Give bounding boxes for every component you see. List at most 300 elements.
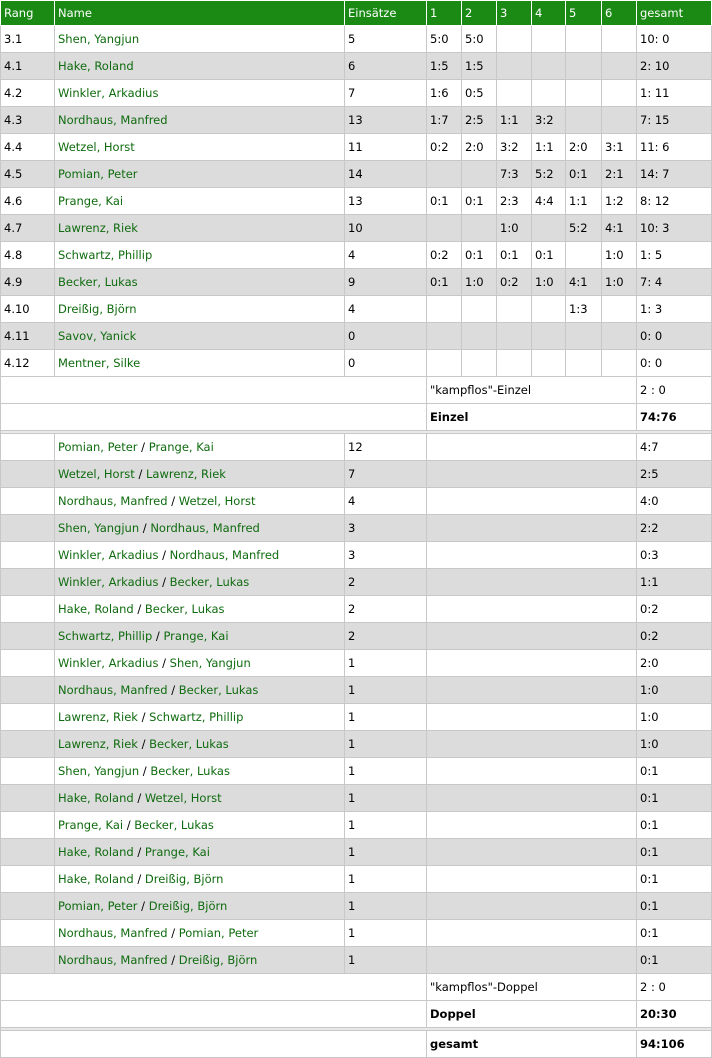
games-empty-cell [427, 434, 637, 461]
gesamt-cell: 0:1 [637, 947, 712, 974]
game-5-cell: 2:0 [566, 134, 602, 161]
rang-cell [1, 623, 55, 650]
game-4-cell: 5:2 [532, 161, 566, 188]
table-row [1, 242, 712, 269]
einsaetze-cell: 1 [345, 866, 427, 893]
pair-separator: / [137, 710, 150, 724]
doubles-pair-cell [55, 542, 345, 569]
gesamt-cell: 0:1 [637, 785, 712, 812]
game-4-cell: 1:0 [532, 269, 566, 296]
einsaetze-cell: 1 [345, 677, 427, 704]
player-link[interactable]: Hake, Roland [58, 791, 134, 805]
player-link[interactable]: Wetzel, Horst [178, 494, 256, 508]
gesamt-cell: 0:2 [637, 596, 712, 623]
rang-cell [1, 650, 55, 677]
table-row [1, 785, 712, 812]
rang-cell [1, 704, 55, 731]
header-name: Name [55, 1, 345, 26]
player-link[interactable]: Shen, Yangjun [55, 26, 345, 53]
player-link[interactable]: Hake, Roland [58, 845, 134, 859]
einsaetze-cell: 1 [345, 893, 427, 920]
doppel-total-row [1, 1001, 712, 1028]
rang-cell [1, 893, 55, 920]
gesamt-cell: 14: 7 [637, 161, 712, 188]
gesamt-cell: 1:0 [637, 704, 712, 731]
grand-total-row [1, 1031, 712, 1058]
rang-cell: 4.3 [1, 107, 55, 134]
game-2-cell: 2:0 [462, 134, 497, 161]
doubles-pair-cell [55, 488, 345, 515]
game-5-cell: 1:1 [566, 188, 602, 215]
kampflos-einzel-label: "kampflos"-Einzel [427, 377, 637, 404]
gesamt-cell: 10: 3 [637, 215, 712, 242]
rang-cell [1, 677, 55, 704]
rang-cell [1, 542, 55, 569]
player-link[interactable]: Prange, Kai [163, 629, 229, 643]
kampflos-einzel-row [1, 377, 712, 404]
einsaetze-cell: 6 [345, 53, 427, 80]
table-row [1, 515, 712, 542]
player-link[interactable]: Schwartz, Phillip [55, 242, 345, 269]
game-4-cell [532, 350, 566, 377]
rang-cell: 4.4 [1, 134, 55, 161]
header-game-1: 1 [427, 1, 462, 26]
game-6-cell [602, 26, 637, 53]
pair-separator: / [137, 440, 149, 454]
singles-summary [1, 377, 712, 434]
table-row [1, 323, 712, 350]
doubles-pair-cell [55, 677, 345, 704]
einsaetze-cell: 1 [345, 947, 427, 974]
einsaetze-cell: 1 [345, 785, 427, 812]
game-3-cell: 0:2 [497, 269, 532, 296]
games-empty-cell [427, 785, 637, 812]
player-link[interactable]: Prange, Kai [58, 818, 124, 832]
kampflos-doppel-value: 2 : 0 [637, 974, 712, 1001]
doubles-pair-cell [55, 920, 345, 947]
table-row [1, 26, 712, 53]
game-2-cell [462, 323, 497, 350]
game-2-cell: 0:1 [462, 188, 497, 215]
game-1-cell: 1:7 [427, 107, 462, 134]
doppel-total-value: 20:30 [637, 1001, 712, 1028]
game-6-cell: 2:1 [602, 161, 637, 188]
player-link[interactable]: Winkler, Arkadius [55, 80, 345, 107]
header-einsaetze: Einsätze [345, 1, 427, 26]
game-2-cell: 1:5 [462, 53, 497, 80]
doubles-pair-cell [55, 758, 345, 785]
rang-cell [1, 758, 55, 785]
gesamt-cell: 0: 0 [637, 350, 712, 377]
table-row [1, 758, 712, 785]
table-row [1, 920, 712, 947]
table-row [1, 488, 712, 515]
einsaetze-cell: 1 [345, 920, 427, 947]
table-row [1, 188, 712, 215]
games-empty-cell [427, 623, 637, 650]
gesamt-cell: 2:2 [637, 515, 712, 542]
header-game-3: 3 [497, 1, 532, 26]
header-game-6: 6 [602, 1, 637, 26]
header-rang: Rang [1, 1, 55, 26]
gesamt-cell: 7: 15 [637, 107, 712, 134]
table-row [1, 704, 712, 731]
rang-cell: 3.1 [1, 26, 55, 53]
table-row [1, 866, 712, 893]
game-3-cell: 1:0 [497, 215, 532, 242]
rang-cell [1, 812, 55, 839]
doubles-pair-cell [55, 866, 345, 893]
doubles-summary [1, 974, 712, 1058]
game-6-cell: 4:1 [602, 215, 637, 242]
singles-body [1, 26, 712, 377]
game-4-cell: 3:2 [532, 107, 566, 134]
pair-separator: / [167, 953, 179, 967]
game-5-cell: 0:1 [566, 161, 602, 188]
game-3-cell [497, 350, 532, 377]
game-6-cell: 1:2 [602, 188, 637, 215]
player-link[interactable]: Lawrenz, Riek [146, 467, 226, 481]
player-link[interactable]: Nordhaus, Manfred [150, 521, 260, 535]
table-row [1, 812, 712, 839]
game-2-cell: 0:1 [462, 242, 497, 269]
games-empty-cell [427, 542, 637, 569]
player-link[interactable]: Winkler, Arkadius [58, 575, 159, 589]
game-6-cell [602, 80, 637, 107]
game-1-cell [427, 161, 462, 188]
doubles-pair-cell [55, 650, 345, 677]
game-2-cell [462, 296, 497, 323]
einsaetze-cell: 2 [345, 596, 427, 623]
table-row [1, 569, 712, 596]
einsaetze-cell: 1 [345, 650, 427, 677]
game-5-cell [566, 242, 602, 269]
einsaetze-cell: 1 [345, 731, 427, 758]
game-3-cell [497, 296, 532, 323]
header-game-4: 4 [532, 1, 566, 26]
einsaetze-cell: 7 [345, 461, 427, 488]
player-link[interactable]: Dreißig, Björn [144, 872, 224, 886]
gesamt-cell: 10: 0 [637, 26, 712, 53]
player-link[interactable]: Pomian, Peter [178, 926, 259, 940]
games-empty-cell [427, 758, 637, 785]
pair-separator: / [158, 656, 170, 670]
player-link[interactable]: Shen, Yangjun [169, 656, 251, 670]
player-link[interactable]: Becker, Lukas [169, 575, 250, 589]
doubles-pair-cell [55, 704, 345, 731]
einsaetze-cell: 1 [345, 704, 427, 731]
table-row [1, 350, 712, 377]
player-link[interactable]: Winkler, Arkadius [58, 548, 159, 562]
game-5-cell: 1:3 [566, 296, 602, 323]
header-game-2: 2 [462, 1, 497, 26]
game-2-cell: 1:0 [462, 269, 497, 296]
game-5-cell: 4:1 [566, 269, 602, 296]
player-link[interactable]: Lawrenz, Riek [55, 215, 345, 242]
rang-cell [1, 461, 55, 488]
game-3-cell: 2:3 [497, 188, 532, 215]
player-link[interactable]: Hake, Roland [55, 53, 345, 80]
player-link[interactable]: Wetzel, Horst [58, 467, 135, 481]
game-2-cell: 0:5 [462, 80, 497, 107]
einsaetze-cell: 10 [345, 215, 427, 242]
table-row [1, 53, 712, 80]
gesamt-cell: 1:1 [637, 569, 712, 596]
game-3-cell [497, 26, 532, 53]
player-link[interactable]: Becker, Lukas [55, 269, 345, 296]
player-link[interactable]: Pomian, Peter [58, 440, 138, 454]
doubles-pair-cell [55, 785, 345, 812]
kampflos-doppel-label: "kampflos"-Doppel [427, 974, 637, 1001]
games-empty-cell [427, 947, 637, 974]
rang-cell [1, 434, 55, 461]
player-link[interactable]: Dreißig, Björn [55, 296, 345, 323]
einsaetze-cell: 14 [345, 161, 427, 188]
player-link[interactable]: Pomian, Peter [58, 899, 138, 913]
einsaetze-cell: 2 [345, 623, 427, 650]
gesamt-cell: 0:1 [637, 839, 712, 866]
einsaetze-cell: 2 [345, 569, 427, 596]
game-4-cell [532, 53, 566, 80]
pair-separator: / [133, 845, 145, 859]
game-4-cell [532, 215, 566, 242]
rang-cell: 4.1 [1, 53, 55, 80]
pair-separator: / [133, 791, 145, 805]
player-link[interactable]: Becker, Lukas [150, 764, 230, 778]
games-empty-cell [427, 461, 637, 488]
player-link[interactable]: Shen, Yangjun [58, 521, 140, 535]
table-row [1, 542, 712, 569]
game-1-cell [427, 296, 462, 323]
game-6-cell: 3:1 [602, 134, 637, 161]
doubles-pair-cell [55, 596, 345, 623]
gesamt-cell: 1: 3 [637, 296, 712, 323]
games-empty-cell [427, 569, 637, 596]
player-link[interactable]: Lawrenz, Riek [58, 737, 138, 751]
player-link[interactable]: Dreißig, Björn [178, 953, 258, 967]
games-empty-cell [427, 515, 637, 542]
table-row [1, 839, 712, 866]
doubles-pair-cell [55, 731, 345, 758]
doubles-pair-cell [55, 434, 345, 461]
game-6-cell [602, 53, 637, 80]
pair-separator: / [158, 575, 170, 589]
gesamt-cell: 1:0 [637, 731, 712, 758]
games-empty-cell [427, 650, 637, 677]
kampflos-doppel-row [1, 974, 712, 1001]
doubles-pair-cell [55, 839, 345, 866]
rang-cell: 4.11 [1, 323, 55, 350]
table-header [1, 1, 712, 26]
gesamt-cell: 0:1 [637, 893, 712, 920]
game-1-cell: 1:5 [427, 53, 462, 80]
player-link[interactable]: Becker, Lukas [178, 683, 259, 697]
rang-cell: 4.12 [1, 350, 55, 377]
player-link[interactable]: Schwartz, Phillip [58, 629, 153, 643]
pair-separator: / [152, 629, 164, 643]
player-link[interactable]: Schwartz, Phillip [149, 710, 244, 724]
rang-cell: 4.2 [1, 80, 55, 107]
einsaetze-cell: 1 [345, 758, 427, 785]
games-empty-cell [427, 812, 637, 839]
gesamt-cell: 2: 10 [637, 53, 712, 80]
pair-separator: / [167, 494, 179, 508]
player-link[interactable]: Nordhaus, Manfred [58, 494, 168, 508]
player-link[interactable]: Becker, Lukas [149, 737, 229, 751]
kampflos-einzel-value: 2 : 0 [637, 377, 712, 404]
einsaetze-cell: 1 [345, 839, 427, 866]
game-6-cell [602, 323, 637, 350]
gesamt-cell: 0:1 [637, 812, 712, 839]
einsaetze-cell: 7 [345, 80, 427, 107]
game-2-cell [462, 350, 497, 377]
player-link[interactable]: Nordhaus, Manfred [169, 548, 280, 562]
doubles-pair-cell [55, 461, 345, 488]
player-link[interactable]: Winkler, Arkadius [58, 656, 159, 670]
player-link[interactable]: Lawrenz, Riek [58, 710, 138, 724]
einsaetze-cell: 1 [345, 812, 427, 839]
game-3-cell: 3:2 [497, 134, 532, 161]
player-link[interactable]: Becker, Lukas [134, 818, 214, 832]
einzel-total-label: Einzel [427, 404, 637, 431]
player-link[interactable]: Savov, Yanick [55, 323, 345, 350]
table-row [1, 80, 712, 107]
games-empty-cell [427, 839, 637, 866]
doppel-total-label: Doppel [427, 1001, 637, 1028]
einsaetze-cell: 4 [345, 296, 427, 323]
game-6-cell [602, 107, 637, 134]
rang-cell: 4.10 [1, 296, 55, 323]
games-empty-cell [427, 596, 637, 623]
rang-cell [1, 947, 55, 974]
player-link[interactable]: Shen, Yangjun [58, 764, 140, 778]
games-empty-cell [427, 920, 637, 947]
rang-cell [1, 839, 55, 866]
player-link[interactable]: Wetzel, Horst [144, 791, 222, 805]
table-row [1, 269, 712, 296]
player-link[interactable]: Nordhaus, Manfred [55, 107, 345, 134]
game-1-cell [427, 350, 462, 377]
games-empty-cell [427, 704, 637, 731]
table-row [1, 731, 712, 758]
einsaetze-cell: 3 [345, 515, 427, 542]
table-row [1, 461, 712, 488]
rang-cell [1, 515, 55, 542]
player-link[interactable]: Hake, Roland [58, 872, 134, 886]
games-empty-cell [427, 731, 637, 758]
game-5-cell [566, 53, 602, 80]
game-5-cell [566, 26, 602, 53]
doubles-pair-cell [55, 893, 345, 920]
gesamt-cell: 4:0 [637, 488, 712, 515]
game-1-cell [427, 323, 462, 350]
game-6-cell: 1:0 [602, 269, 637, 296]
doubles-pair-cell [55, 569, 345, 596]
pair-separator: / [167, 683, 179, 697]
game-4-cell [532, 323, 566, 350]
einsaetze-cell: 4 [345, 488, 427, 515]
table-row [1, 215, 712, 242]
doubles-pair-cell [55, 947, 345, 974]
gesamt-cell: 4:7 [637, 434, 712, 461]
games-empty-cell [427, 866, 637, 893]
game-2-cell: 2:5 [462, 107, 497, 134]
player-link[interactable]: Becker, Lukas [144, 602, 225, 616]
pair-separator: / [158, 548, 170, 562]
rang-cell [1, 785, 55, 812]
einsaetze-cell: 0 [345, 350, 427, 377]
game-1-cell: 0:1 [427, 269, 462, 296]
player-link[interactable]: Prange, Kai [55, 188, 345, 215]
player-link[interactable]: Prange, Kai [144, 845, 210, 859]
gesamt-cell: 2:0 [637, 650, 712, 677]
game-6-cell [602, 350, 637, 377]
player-link[interactable]: Hake, Roland [58, 602, 134, 616]
game-1-cell: 0:2 [427, 242, 462, 269]
rang-cell: 4.7 [1, 215, 55, 242]
rang-cell [1, 488, 55, 515]
player-link[interactable]: Dreißig, Björn [148, 899, 228, 913]
game-6-cell: 1:0 [602, 242, 637, 269]
table-row [1, 893, 712, 920]
gesamt-cell: 1: 5 [637, 242, 712, 269]
doubles-pair-cell [55, 515, 345, 542]
player-link[interactable]: Pomian, Peter [55, 161, 345, 188]
einzel-total-row [1, 404, 712, 431]
pair-separator: / [123, 818, 135, 832]
einsaetze-cell: 0 [345, 323, 427, 350]
header-gesamt: gesamt [637, 1, 712, 26]
gesamt-cell: 0:3 [637, 542, 712, 569]
game-1-cell: 0:2 [427, 134, 462, 161]
grand-total-value: 94:106 [637, 1031, 712, 1058]
game-4-cell: 0:1 [532, 242, 566, 269]
game-5-cell [566, 350, 602, 377]
game-1-cell: 0:1 [427, 188, 462, 215]
pair-separator: / [139, 764, 151, 778]
einsaetze-cell: 4 [345, 242, 427, 269]
player-link[interactable]: Prange, Kai [148, 440, 214, 454]
game-3-cell [497, 323, 532, 350]
game-3-cell: 1:1 [497, 107, 532, 134]
player-link[interactable]: Nordhaus, Manfred [58, 926, 168, 940]
table-row [1, 677, 712, 704]
gesamt-cell: 1: 11 [637, 80, 712, 107]
player-link[interactable]: Wetzel, Horst [55, 134, 345, 161]
player-link[interactable]: Nordhaus, Manfred [58, 953, 168, 967]
einsaetze-cell: 12 [345, 434, 427, 461]
doubles-pair-cell [55, 623, 345, 650]
rang-cell [1, 596, 55, 623]
pair-separator: / [137, 899, 149, 913]
player-link[interactable]: Mentner, Silke [55, 350, 345, 377]
game-2-cell [462, 161, 497, 188]
einsaetze-cell: 13 [345, 107, 427, 134]
pair-separator: / [139, 521, 151, 535]
einsaetze-cell: 11 [345, 134, 427, 161]
game-5-cell [566, 323, 602, 350]
rang-cell: 4.5 [1, 161, 55, 188]
gesamt-cell: 7: 4 [637, 269, 712, 296]
gesamt-cell: 0:1 [637, 920, 712, 947]
rang-cell [1, 731, 55, 758]
game-3-cell: 7:3 [497, 161, 532, 188]
game-5-cell: 5:2 [566, 215, 602, 242]
game-1-cell: 1:6 [427, 80, 462, 107]
game-1-cell [427, 215, 462, 242]
rang-cell: 4.8 [1, 242, 55, 269]
player-link[interactable]: Nordhaus, Manfred [58, 683, 168, 697]
